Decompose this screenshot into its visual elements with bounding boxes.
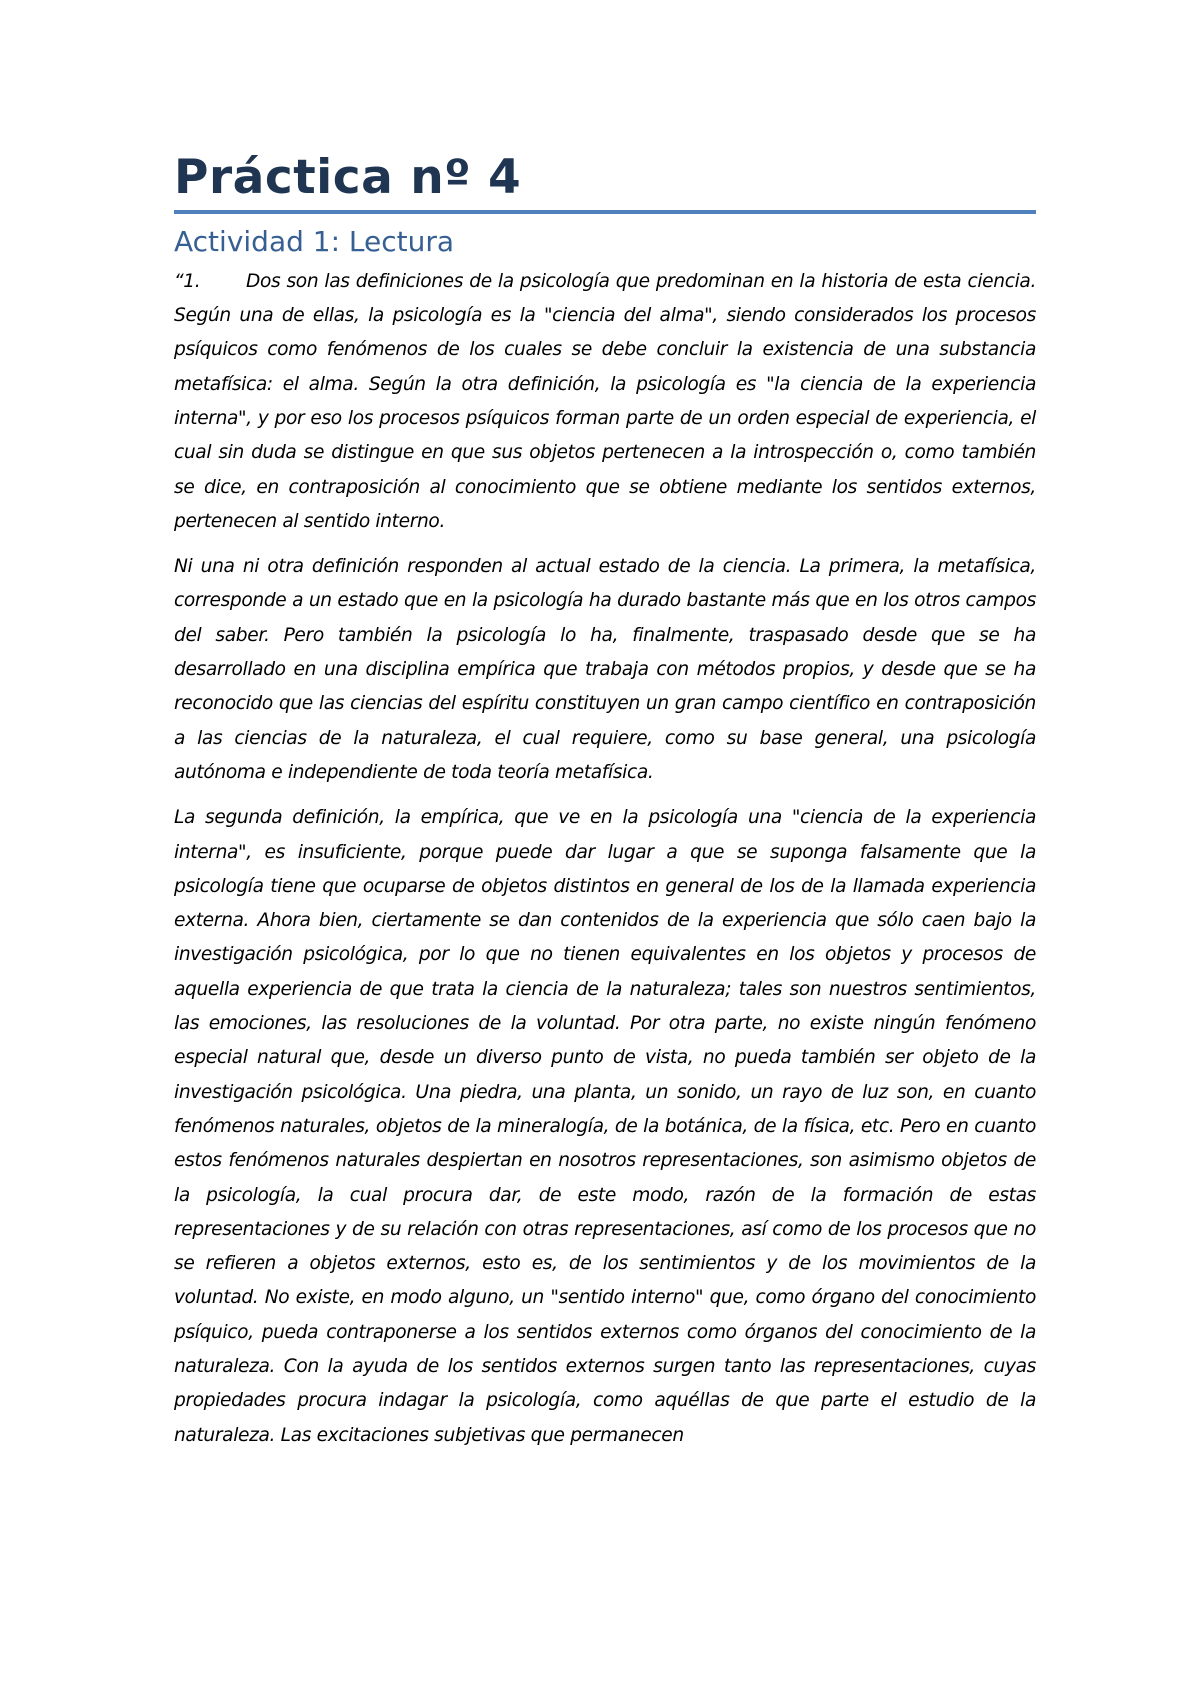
- paragraph-2: Ni una ni otra definición responden al actual estado de la ciencia. La primera, la metafísica, corresponde a un estado que en la psicología ha durado bastante más que en los otros campos del saber. Pero también la psicología lo ha, finalmente, traspasado desde que se ha desarrollado en una disciplina empírica que trabaja con métodos propios, y desde que se ha reconocido que las ciencias del espíritu constituyen un gran campo científico en contraposición a las ciencias de la naturaleza, el cual requiere, como su base general, una psicología autónoma e independiente de toda teoría metafísica.: [174, 556, 1036, 783]
- paragraph-3: La segunda definición, la empírica, que ve en la psicología una "ciencia de la experiencia interna", es insuficiente, porque puede dar lugar a que se suponga falsamente que la psicología tiene que ocuparse de objetos distintos en general de los de la llamada experiencia externa. Ahora bien, ciertamente se dan contenidos de la experiencia que sólo caen bajo la investigación psicológica, por lo que no tienen equivalentes en los objetos y procesos de aquella experiencia de que trata la ciencia de la naturaleza; tales son nuestros sentimientos, las emociones, las resoluciones de la voluntad. Por otra parte, no existe ningún fenómeno especial natural que, desde un diverso punto de vista, no pueda también ser objeto de la investigación psicológica. Una piedra, una planta, un sonido, un rayo de luz son, en cuanto fenómenos naturales, objetos de la mineralogía, de la botánica, de la física, etc. Pero en cuanto estos fenómenos naturales despiertan en nosotros representaciones, son asimismo objetos de la psicología, la cual procura dar, de este modo, razón de la formación de estas representaciones y de su relación con otras representaciones, así como de los procesos que no se refieren a objetos externos, esto es, de los sentimientos y de los movimientos de la voluntad. No existe, en modo alguno, un "sentido interno" que, como órgano del conocimiento psíquico, pueda contraponerse a los sentidos externos como órganos del conocimiento de la naturaleza. Con la ayuda de los sentidos externos surgen tanto las representaciones, cuyas propiedades procura indagar la psicología, como aquéllas de que parte el estudio de la naturaleza. Las excitaciones subjetivas que permanecen: [174, 807, 1036, 1446]
- title-underline: [174, 210, 1036, 214]
- page-title: Práctica nº 4: [174, 150, 522, 205]
- section-heading: Actividad 1: Lectura: [174, 225, 455, 259]
- document-body: [174, 150, 1036, 1464]
- paragraph-1: [174, 265, 1036, 539]
- paragraph-text: Dos son las definiciones de la psicología que predominan en la historia de esta ciencia. Según una de ellas, la psicología es la "ciencia del alma", siendo considerados los procesos psíquicos como fenómenos de los cuales se debe concluir la existencia de una substancia metafísica: el alma. Según la otra definición, la psicología es "la ciencia de la experiencia interna", y por eso los procesos psíquicos forman parte de un orden especial de experiencia, el cual sin duda se distingue en que sus objetos pertenecen a la introspección o, como también se dice, en contraposición al conocimiento que se obtiene mediante los sentidos externos, pertenecen al sentido interno.: [174, 270, 1036, 532]
- paragraph-number: “1.: [174, 270, 201, 292]
